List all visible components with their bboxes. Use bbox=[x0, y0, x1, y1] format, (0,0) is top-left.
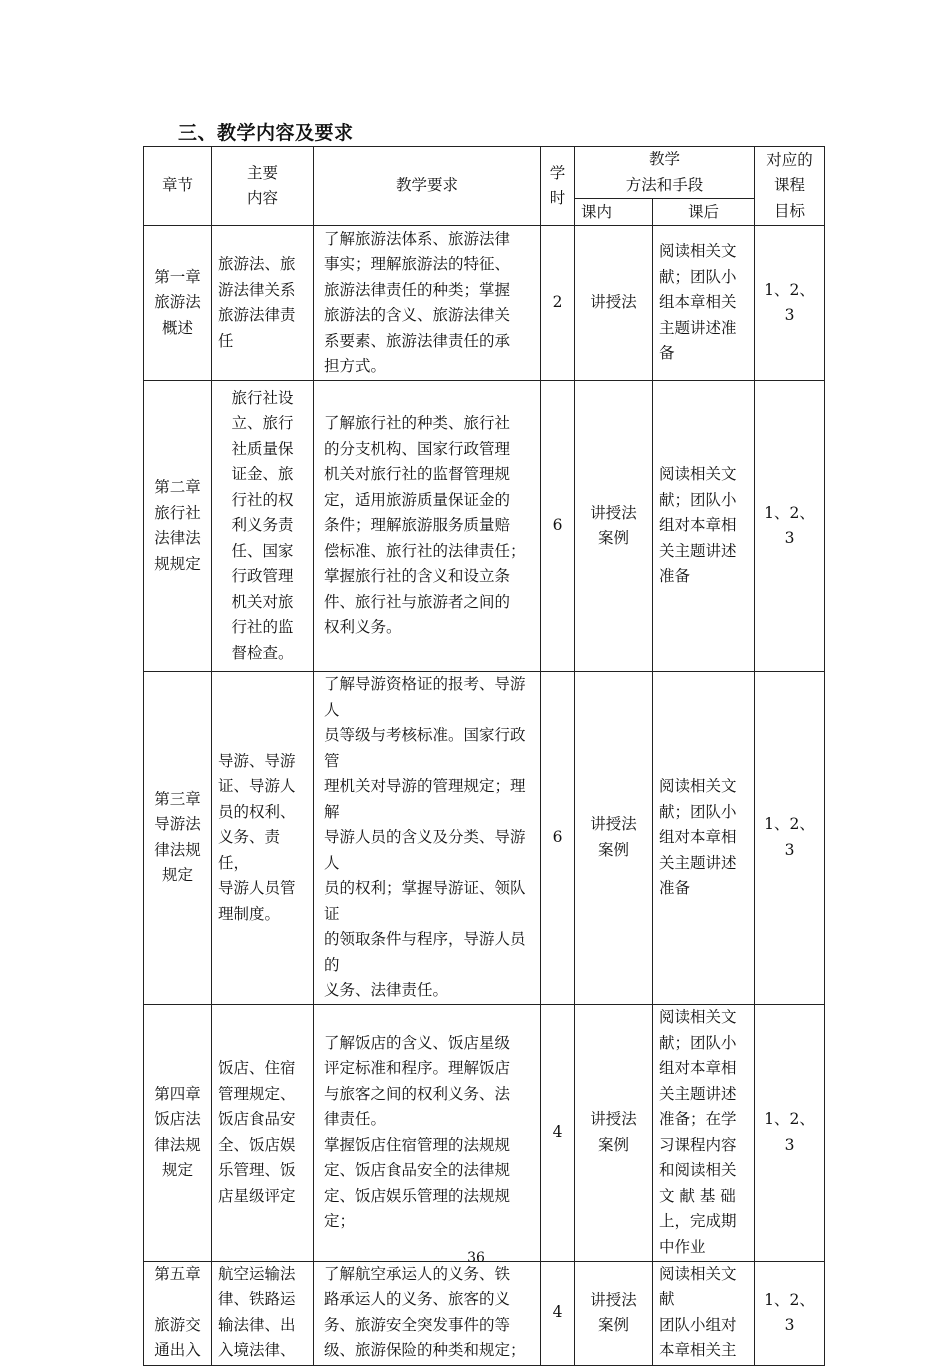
chapter-cell: 第三章 导游法 律法规 规定 bbox=[144, 672, 212, 1005]
objectives-cell: 1、2、3 bbox=[755, 1004, 825, 1261]
header-in-class: 课内 bbox=[575, 199, 653, 226]
table-row bbox=[144, 672, 825, 1005]
objectives-cell: 1、2、3 bbox=[755, 381, 825, 672]
in-class-cell: 讲授法 bbox=[575, 226, 653, 381]
in-class-cell: 讲授法 案例 bbox=[575, 381, 653, 672]
hours-cell: 4 bbox=[541, 1261, 575, 1365]
chapter-cell: 第四章 饭店法 律法规 规定 bbox=[144, 1004, 212, 1261]
header-objectives: 对应的 课程 目标 bbox=[755, 147, 825, 226]
content-cell: 旅游法、旅 游法律关系 旅游法律责 任 bbox=[212, 226, 314, 381]
table-row bbox=[144, 1261, 825, 1365]
after-class-cell: 阅读相关文 献；团队小 组对本章相 关主题讲述 准备 bbox=[653, 672, 755, 1005]
requirements-cell: 了解旅行社的种类、旅行社 的分支机构、国家行政管理 机关对旅行社的监督管理规 定，适用旅游质量保证金的 条件；理解旅游服务质量赔 偿标准、旅行社的法律责任； 掌握旅行社的含义和设立条 件、旅行社与旅游者之间的 权利义务。 bbox=[314, 381, 541, 672]
section-title: 三、教学内容及要求 bbox=[178, 122, 354, 144]
table-row bbox=[144, 381, 825, 672]
requirements-cell: 了解导游资格证的报考、导游人 员等级与考核标准。国家行政管 理机关对导游的管理规定；理解 导游人员的含义及分类、导游人 员的权利；掌握导游证、领队证 的领取条件与程序，导游人员的 义务、法律责任。 bbox=[314, 672, 541, 1005]
header-hours: 学 时 bbox=[541, 147, 575, 226]
table-row bbox=[144, 1004, 825, 1261]
syllabus-table bbox=[143, 146, 825, 1366]
in-class-cell: 讲授法 案例 bbox=[575, 1004, 653, 1261]
requirements-cell: 了解航空承运人的义务、铁 路承运人的义务、旅客的义 务、旅游安全突发事件的等 级、旅游保险的种类和规定； bbox=[314, 1261, 541, 1365]
header-requirements: 教学要求 bbox=[314, 147, 541, 226]
header-after-class: 课后 bbox=[653, 199, 755, 226]
chapter-cell: 第五章 旅游交 通出入 bbox=[144, 1261, 212, 1365]
hours-cell: 2 bbox=[541, 226, 575, 381]
header-methods: 教学 方法和手段 bbox=[575, 147, 755, 199]
content-cell: 导游、导游 证、导游人 员的权利、 义务、责任， 导游人员管 理制度。 bbox=[212, 672, 314, 1005]
hours-cell: 4 bbox=[541, 1004, 575, 1261]
objectives-cell: 1、2、3 bbox=[755, 672, 825, 1005]
objectives-cell: 1、2、3 bbox=[755, 1261, 825, 1365]
after-class-cell: 阅读相关文 献 团队小组对 本章相关主 bbox=[653, 1261, 755, 1365]
hours-cell: 6 bbox=[541, 672, 575, 1005]
after-class-cell: 阅读相关文 献；团队小 组对本章相 关主题讲述 准备 bbox=[653, 381, 755, 672]
in-class-cell: 讲授法 案例 bbox=[575, 1261, 653, 1365]
header-row bbox=[144, 147, 825, 199]
in-class-cell: 讲授法 案例 bbox=[575, 672, 653, 1005]
after-class-cell: 阅读相关文 献；团队小 组对本章相 关主题讲述 准备；在学 习课程内容 和阅读相关 文 献 基 础 上，完成期 中作业 bbox=[653, 1004, 755, 1261]
content-cell: 旅行社设 立、旅行 社质量保 证金、旅 行社的权 利义务责 任、国家 行政管理 机关对旅 行社的监 督检查。 bbox=[212, 381, 314, 672]
chapter-cell: 第一章 旅游法 概述 bbox=[144, 226, 212, 381]
hours-cell: 6 bbox=[541, 381, 575, 672]
content-cell: 航空运输法 律、铁路运 输法律、出 入境法律、 bbox=[212, 1261, 314, 1365]
after-class-cell: 阅读相关文 献；团队小 组本章相关 主题讲述准 备 bbox=[653, 226, 755, 381]
objectives-cell: 1、2、3 bbox=[755, 226, 825, 381]
chapter-cell: 第二章 旅行社 法律法 规规定 bbox=[144, 381, 212, 672]
header-chapter: 章节 bbox=[144, 147, 212, 226]
content-cell: 饭店、住宿 管理规定、 饭店食品安 全、饭店娱 乐管理、饭 店星级评定 bbox=[212, 1004, 314, 1261]
header-content: 主要 内容 bbox=[212, 147, 314, 226]
requirements-cell: 了解饭店的含义、饭店星级 评定标准和程序。理解饭店 与旅客之间的权利义务、法 律责任。 掌握饭店住宿管理的法规规 定、饭店食品安全的法律规 定、饭店娱乐管理的法规规 定； bbox=[314, 1004, 541, 1261]
table-row bbox=[144, 226, 825, 381]
requirements-cell: 了解旅游法体系、旅游法律 事实；理解旅游法的特征、 旅游法律责任的种类；掌握 旅游法的含义、旅游法律关 系要素、旅游法律责任的承 担方式。 bbox=[314, 226, 541, 381]
page-number: 36 bbox=[467, 1250, 485, 1266]
